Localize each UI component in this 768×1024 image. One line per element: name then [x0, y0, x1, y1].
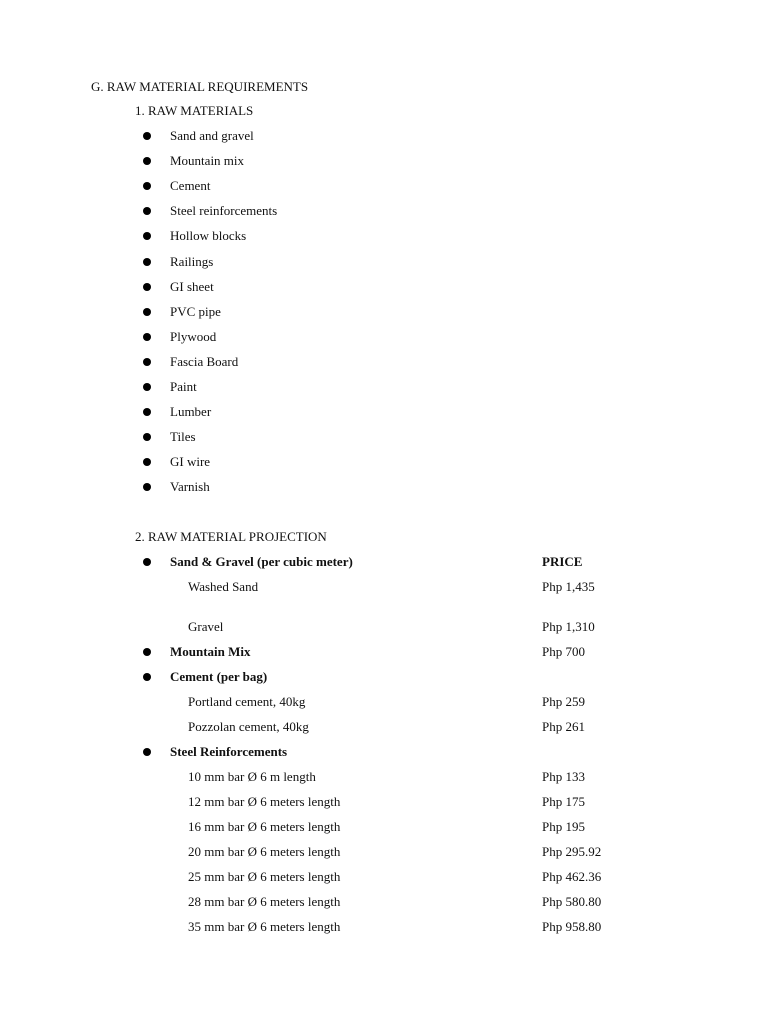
item-price: Php 261	[542, 719, 585, 734]
group-title: Sand & Gravel (per cubic meter)	[170, 554, 353, 569]
material-item: Cement	[170, 178, 211, 194]
item-price: Php 462.36	[542, 869, 602, 884]
bullet-icon	[143, 458, 151, 466]
item-price: Php 175	[542, 794, 585, 809]
bullet-icon	[143, 748, 151, 756]
bullet-icon	[143, 648, 151, 656]
bullet-icon	[143, 333, 151, 341]
item-price: Php 195	[542, 819, 585, 834]
item-price: Php 1,435	[542, 579, 595, 594]
material-item: Mountain mix	[170, 153, 245, 169]
price-column-header: PRICE	[542, 554, 583, 569]
bullet-icon	[143, 232, 151, 240]
material-item: Sand and gravel	[170, 128, 254, 143]
item-name: Pozzolan cement, 40kg	[188, 719, 309, 734]
item-name: Washed Sand	[188, 579, 259, 594]
bullet-icon	[143, 308, 151, 316]
raw-materials-heading: 1. RAW MATERIALS	[135, 103, 254, 118]
bullet-icon	[143, 483, 151, 491]
item-name: 12 mm bar Ø 6 meters length	[188, 794, 341, 809]
bullet-icon	[143, 358, 151, 366]
group-title: Cement (per bag)	[170, 669, 268, 684]
group-price: Php 700	[542, 644, 585, 659]
bullet-icon	[143, 258, 151, 266]
material-item: Plywood	[170, 328, 217, 344]
item-name: 35 mm bar Ø 6 meters length	[188, 919, 341, 934]
bullet-icon	[143, 132, 151, 140]
material-item: Railings	[170, 253, 214, 269]
material-item: PVC pipe	[170, 303, 221, 319]
section-heading: G. RAW MATERIAL REQUIREMENTS	[91, 79, 309, 94]
material-item: Lumber	[170, 404, 212, 420]
item-price: Php 259	[542, 694, 585, 709]
item-price: Php 295.92	[542, 844, 602, 859]
material-item: Hollow blocks	[170, 228, 247, 244]
bullet-icon	[143, 673, 151, 681]
item-name: Gravel	[188, 619, 224, 634]
bullet-icon	[143, 182, 151, 190]
item-price: Php 958.80	[542, 919, 602, 934]
group-title: Steel Reinforcements	[170, 744, 288, 759]
bullet-icon	[143, 383, 151, 391]
material-item: Paint	[170, 379, 197, 394]
bullet-icon	[143, 207, 151, 215]
bullet-icon	[143, 408, 151, 416]
bullet-icon	[143, 157, 151, 165]
item-name: Portland cement, 40kg	[188, 694, 306, 709]
material-item: GI sheet	[170, 278, 214, 294]
projection-heading: 2. RAW MATERIAL PROJECTION	[135, 529, 327, 544]
item-name: 25 mm bar Ø 6 meters length	[188, 869, 341, 884]
item-name: 28 mm bar Ø 6 meters length	[188, 894, 341, 909]
item-name: 20 mm bar Ø 6 meters length	[188, 844, 341, 859]
group-title: Mountain Mix	[170, 644, 251, 659]
item-name: 10 mm bar Ø 6 m length	[188, 769, 316, 784]
item-price: Php 1,310	[542, 619, 595, 634]
item-name: 16 mm bar Ø 6 meters length	[188, 819, 341, 834]
material-item: Steel reinforcements	[170, 203, 278, 219]
bullet-icon	[143, 558, 151, 566]
item-price: Php 580.80	[542, 894, 602, 909]
material-item: Varnish	[170, 479, 210, 495]
bullet-icon	[143, 433, 151, 441]
item-price: Php 133	[542, 769, 585, 784]
material-item: Fascia Board	[170, 353, 239, 369]
material-item: Tiles	[170, 429, 196, 445]
material-item: GI wire	[170, 454, 211, 470]
bullet-icon	[143, 283, 151, 291]
